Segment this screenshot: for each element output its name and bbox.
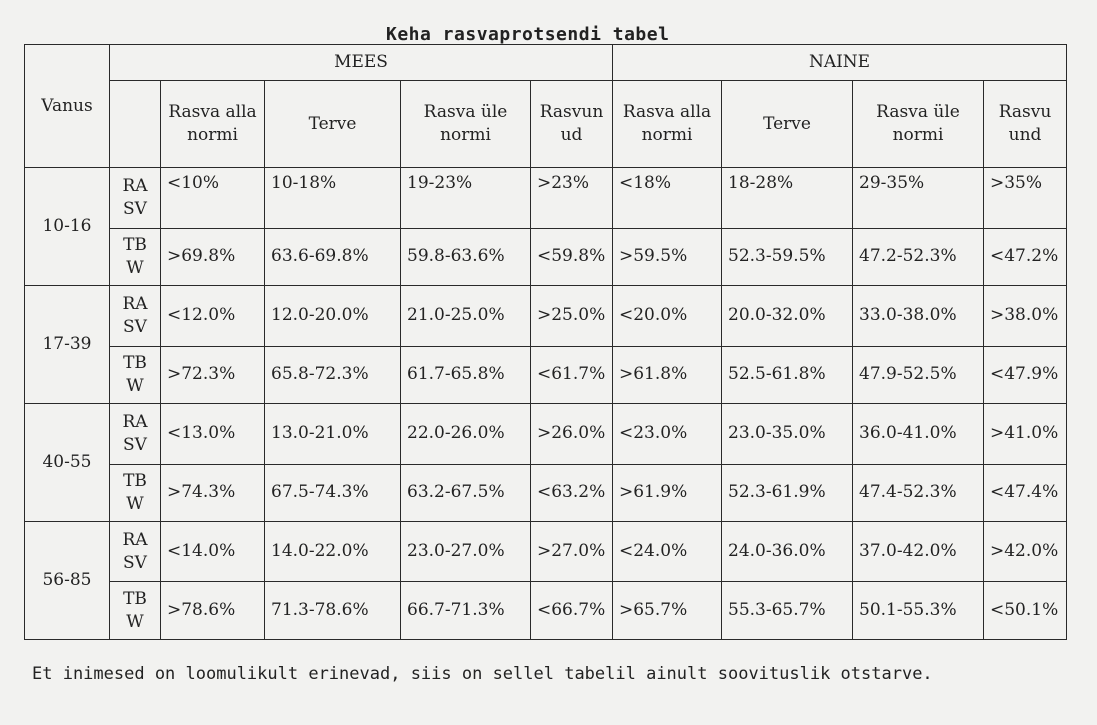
male-col-overweight: Rasva üle normi — [401, 80, 531, 167]
table-cell: 50.1-55.3% — [853, 582, 984, 640]
footer-note: Et inimesed on loomulikult erinevad, siis on sellel tabelil ainult soovituslik otstarve. — [32, 664, 933, 684]
table-cell: 29-35% — [853, 168, 984, 229]
table-cell: 47.2-52.3% — [853, 228, 984, 285]
table-cell: >35% — [984, 168, 1067, 229]
age-group-label: 56-85 — [25, 521, 110, 639]
table-cell: <23.0% — [613, 403, 722, 464]
table-cell: 59.8-63.6% — [401, 228, 531, 285]
age-group-label: 10-16 — [25, 168, 110, 286]
row-type-header-empty — [110, 80, 161, 167]
table-cell: >23% — [531, 168, 613, 229]
body-fat-table — [24, 44, 1067, 640]
table-cell: <47.2% — [984, 228, 1067, 285]
table-cell: 36.0-41.0% — [853, 403, 984, 464]
table-cell: 52.3-61.9% — [722, 464, 853, 521]
row-type-label: TB W — [110, 346, 161, 403]
table-cell: 47.9-52.5% — [853, 346, 984, 403]
table-cell: 33.0-38.0% — [853, 286, 984, 347]
table-cell: 61.7-65.8% — [401, 346, 531, 403]
table-row — [25, 346, 1067, 403]
row-type-label: RA SV — [110, 168, 161, 229]
table-row — [25, 582, 1067, 640]
table-cell: >38.0% — [984, 286, 1067, 347]
table-cell: 63.6-69.8% — [265, 228, 401, 285]
header-row-categories — [25, 80, 1067, 167]
table-cell: 20.0-32.0% — [722, 286, 853, 347]
table-cell: >72.3% — [161, 346, 265, 403]
table-cell: <47.4% — [984, 464, 1067, 521]
table-cell: <18% — [613, 168, 722, 229]
table-cell: 19-23% — [401, 168, 531, 229]
table-cell: 65.8-72.3% — [265, 346, 401, 403]
table-row — [25, 286, 1067, 347]
table-cell: 22.0-26.0% — [401, 403, 531, 464]
table-cell: <50.1% — [984, 582, 1067, 640]
table-cell: 23.0-27.0% — [401, 521, 531, 582]
table-cell: 47.4-52.3% — [853, 464, 984, 521]
row-type-label: RA SV — [110, 403, 161, 464]
row-type-label: RA SV — [110, 521, 161, 582]
table-cell: <12.0% — [161, 286, 265, 347]
row-type-label: TB W — [110, 582, 161, 640]
table-cell: >59.5% — [613, 228, 722, 285]
table-row — [25, 464, 1067, 521]
female-col-overweight: Rasva üle normi — [853, 80, 984, 167]
table-cell: 63.2-67.5% — [401, 464, 531, 521]
table-cell: <13.0% — [161, 403, 265, 464]
row-type-label: RA SV — [110, 286, 161, 347]
table-cell: >69.8% — [161, 228, 265, 285]
female-header: NAINE — [613, 45, 1067, 81]
female-col-healthy: Terve — [722, 80, 853, 167]
table-cell: <61.7% — [531, 346, 613, 403]
table-cell: <20.0% — [613, 286, 722, 347]
male-col-underweight: Rasva alla normi — [161, 80, 265, 167]
table-cell: 12.0-20.0% — [265, 286, 401, 347]
table-cell: >25.0% — [531, 286, 613, 347]
page-title: Keha rasvaprotsendi tabel — [386, 24, 670, 45]
table-cell: >74.3% — [161, 464, 265, 521]
table-row — [25, 403, 1067, 464]
table-cell: <59.8% — [531, 228, 613, 285]
table-cell: 23.0-35.0% — [722, 403, 853, 464]
table-cell: 52.5-61.8% — [722, 346, 853, 403]
row-type-label: TB W — [110, 228, 161, 285]
table-cell: >27.0% — [531, 521, 613, 582]
table-cell: 24.0-36.0% — [722, 521, 853, 582]
table-cell: 18-28% — [722, 168, 853, 229]
table-cell: 55.3-65.7% — [722, 582, 853, 640]
table-cell: >61.9% — [613, 464, 722, 521]
female-col-obese: Rasvu und — [984, 80, 1067, 167]
table-cell: 52.3-59.5% — [722, 228, 853, 285]
table-cell: <10% — [161, 168, 265, 229]
table-cell: <47.9% — [984, 346, 1067, 403]
female-col-underweight: Rasva alla normi — [613, 80, 722, 167]
table-cell: 10-18% — [265, 168, 401, 229]
table-row — [25, 228, 1067, 285]
table-cell: 14.0-22.0% — [265, 521, 401, 582]
table-row — [25, 521, 1067, 582]
age-header: Vanus — [25, 45, 110, 168]
table-cell: >41.0% — [984, 403, 1067, 464]
table-cell: <63.2% — [531, 464, 613, 521]
table-cell: <14.0% — [161, 521, 265, 582]
header-row-gender — [25, 45, 1067, 81]
table-cell: >42.0% — [984, 521, 1067, 582]
table-cell: 21.0-25.0% — [401, 286, 531, 347]
table-cell: 67.5-74.3% — [265, 464, 401, 521]
table-cell: 66.7-71.3% — [401, 582, 531, 640]
table-cell: <66.7% — [531, 582, 613, 640]
male-col-healthy: Terve — [265, 80, 401, 167]
male-col-obese: Rasvun ud — [531, 80, 613, 167]
table-cell: 13.0-21.0% — [265, 403, 401, 464]
table-cell: >65.7% — [613, 582, 722, 640]
age-group-label: 17-39 — [25, 286, 110, 404]
table-cell: >26.0% — [531, 403, 613, 464]
table-cell: >61.8% — [613, 346, 722, 403]
male-header: MEES — [110, 45, 613, 81]
table-cell: <24.0% — [613, 521, 722, 582]
table-row — [25, 168, 1067, 229]
row-type-label: TB W — [110, 464, 161, 521]
table-cell: 37.0-42.0% — [853, 521, 984, 582]
table-cell: >78.6% — [161, 582, 265, 640]
table-cell: 71.3-78.6% — [265, 582, 401, 640]
age-group-label: 40-55 — [25, 403, 110, 521]
